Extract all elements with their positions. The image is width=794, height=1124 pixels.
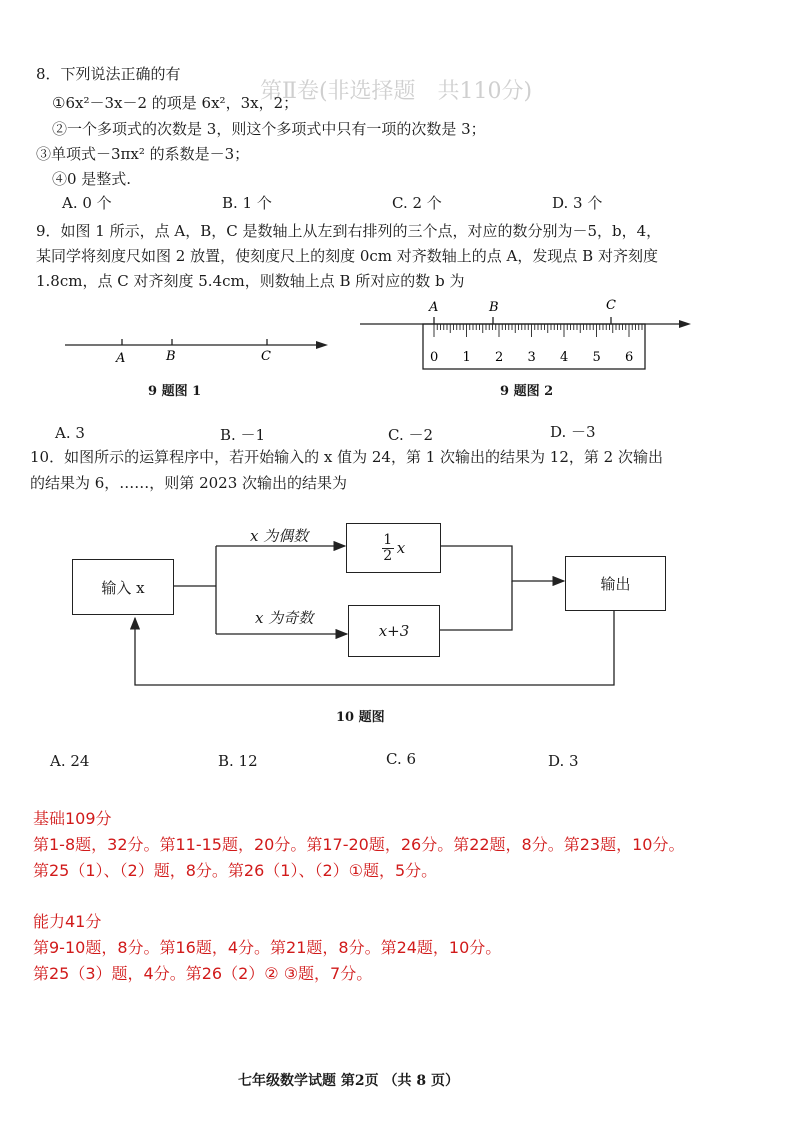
annot-ability-line-1: 第9-10题，8分。第16题，4分。第21题，8分。第24题，10分。 — [33, 938, 502, 957]
q9-figure-1-number-line — [60, 325, 340, 375]
bleed-through-text: 第Ⅱ卷(非选择题 共110分) — [260, 79, 533, 104]
annot-basic-line-2: 第25（1）、（2）题，8分。第26（1）、（2）①题，5分。 — [33, 861, 438, 880]
page-footer: 七年级数学试题 第2页 （共 8 页） — [238, 1073, 459, 1089]
ruler-number-label: 3 — [527, 350, 536, 365]
ruler-number-label: 4 — [560, 350, 569, 365]
output-box-label: 输出 — [600, 575, 631, 593]
ruler-tick-marks — [434, 324, 642, 337]
q8-statement-1: ①6x²－3x－2 的项是 6x²，3x，2； — [52, 94, 299, 112]
even-condition-label: x 为偶数 — [250, 527, 309, 545]
half-fraction — [382, 533, 394, 564]
point-a-label: A — [116, 351, 126, 366]
q9-option-c: C. －2 — [388, 426, 434, 444]
q10-option-a: A. 24 — [50, 752, 90, 770]
q8-stem: 8．下列说法正确的有 — [36, 65, 181, 83]
ruler-number-label: 6 — [625, 350, 634, 365]
q10-option-c: C. 6 — [386, 750, 417, 768]
q8-option-c: C. 2 个 — [392, 194, 442, 212]
annot-ability-title: 能力41分 — [33, 912, 102, 931]
q9-line-2: 某同学将刻度尺如图 2 放置，使刻度尺上的刻度 0cm 对齐数轴上的点 A，发现点 B 对齐刻度 — [36, 247, 658, 265]
half-variable: x — [396, 539, 406, 557]
q9-option-b: B. －1 — [220, 426, 266, 444]
plus-three-label: x+3 — [378, 622, 410, 640]
ruler-point-a-label: A — [429, 300, 439, 315]
ruler-point-b-label: B — [489, 300, 499, 315]
q9-figure-2-ruler — [355, 295, 700, 375]
q8-statement-4: ④0 是整式. — [52, 170, 132, 188]
q10-option-d: D. 3 — [548, 752, 579, 770]
fraction-numerator: 1 — [383, 531, 393, 548]
q9-line-3: 1.8cm，点 C 对齐刻度 5.4cm，则数轴上点 B 所对应的数 b 为 — [36, 272, 465, 290]
annot-basic-line-1: 第1-8题，32分。第11-15题，20分。第17-20题，26分。第22题，8分。第23题，10分。 — [33, 835, 685, 854]
ruler-number-label: 0 — [430, 350, 439, 365]
q8-statement-3: ③单项式－3πx² 的系数是－3； — [36, 145, 250, 163]
q9-fig1-caption: 9 题图 1 — [148, 384, 202, 399]
q10-option-b: B. 12 — [218, 752, 258, 770]
ruler-point-c-label: C — [606, 298, 616, 313]
q9-option-d: D. －3 — [550, 423, 596, 441]
annot-ability-line-2: 第25（3）题，4分。第26（2）② ③题，7分。 — [33, 964, 373, 983]
q9-option-a: A. 3 — [55, 424, 85, 442]
point-b-label: B — [166, 349, 176, 364]
odd-condition-label: x 为奇数 — [255, 609, 314, 627]
q9-fig2-caption: 9 题图 2 — [500, 384, 554, 399]
annot-basic-title: 基础109分 — [33, 809, 112, 828]
fraction-denominator: 2 — [383, 547, 393, 564]
q10-line-2: 的结果为 6，……，则第 2023 次输出的结果为 — [30, 474, 348, 492]
flowchart-input-box — [72, 559, 174, 615]
flowchart-plus-three-box — [348, 605, 440, 657]
q8-statement-2: ②一个多项式的次数是 3，则这个多项式中只有一项的次数是 3； — [52, 120, 486, 138]
q8-option-b: B. 1 个 — [222, 194, 272, 212]
q8-option-d: D. 3 个 — [552, 194, 603, 212]
input-box-label: 输入 x — [101, 578, 145, 597]
point-c-label: C — [261, 349, 271, 364]
flowchart-output-box — [565, 556, 666, 611]
q9-line-1: 9．如图 1 所示，点 A，B，C 是数轴上从左到右排列的三个点，对应的数分别为－5，b，4， — [36, 222, 662, 240]
q10-fig-caption: 10 题图 — [336, 710, 385, 725]
flowchart-half-box — [346, 523, 441, 573]
q8-option-a: A. 0 个 — [62, 194, 112, 212]
q10-line-1: 10．如图所示的运算程序中，若开始输入的 x 值为 24，第 1 次输出的结果为 12，第 2 次输出 — [30, 448, 663, 466]
ruler-number-label: 5 — [592, 350, 601, 365]
ruler-number-label: 1 — [462, 350, 471, 365]
ruler-number-label: 2 — [495, 350, 504, 365]
